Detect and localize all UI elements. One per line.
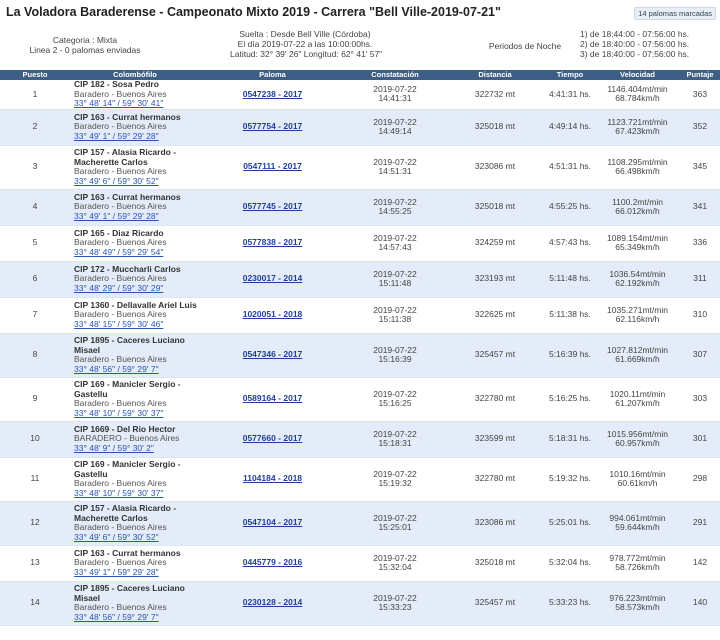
cell-puntaje: 307 [680, 333, 720, 377]
release-text: Suelta : Desde Bell Ville (Córdoba) [239, 29, 371, 39]
arrival-time: 15:18:31 [378, 438, 412, 448]
ring-link[interactable]: 0589164 - 2017 [242, 393, 303, 404]
ring-link[interactable]: 1104184 - 2018 [242, 473, 303, 484]
fancier-location: Baradero - Buenos Aires [74, 88, 167, 99]
cell-puntaje: 142 [680, 545, 720, 581]
cell-puesto: 6 [0, 261, 70, 297]
speed-mtmin: 1123.721mt/min [607, 116, 668, 127]
col-header-puntaje[interactable]: Puntaje [680, 70, 720, 80]
cell-colombofilo [70, 145, 200, 189]
cell-paloma [200, 189, 345, 225]
fancier-location: Baradero - Buenos Aires [74, 121, 167, 132]
ring-link[interactable]: 0577745 - 2017 [242, 201, 303, 212]
night-period: 1) de 18:44:00 - 07:56:00 hs. [580, 29, 690, 39]
race-info [0, 27, 720, 67]
cell-colombofilo [70, 189, 200, 225]
col-header-paloma[interactable]: Paloma [200, 70, 345, 80]
arrival-time: 14:49:14 [378, 126, 412, 136]
arrival-time: 15:32:04 [378, 562, 412, 572]
speed-mtmin: 1035.271mt/min [607, 304, 668, 315]
arrival-date: 2019-07-22 [373, 468, 417, 479]
arrival-date: 2019-07-22 [373, 428, 417, 439]
cell-puntaje: 341 [680, 189, 720, 225]
fancier-name: CIP 169 - Manicler Sergio - Gastellu [74, 379, 181, 399]
arrival-date: 2019-07-22 [373, 344, 417, 355]
cell-puntaje: 352 [680, 109, 720, 145]
cell-puesto: 1 [0, 80, 70, 109]
cell-velocidad [595, 80, 680, 109]
ring-link[interactable]: 0445779 - 2016 [242, 557, 303, 568]
ring-link[interactable]: 1020051 - 2018 [242, 309, 303, 320]
cell-tiempo: 5:18:31 hs. [545, 421, 595, 457]
cell-puesto: 5 [0, 225, 70, 261]
fancier-location: Baradero - Buenos Aires [74, 602, 167, 612]
release-date-text: El día 2019-07-22 a las 10:00:00hs. [237, 39, 373, 49]
cell-paloma [200, 545, 345, 581]
fancier-coords-link[interactable]: 33° 49' 6" / 59° 30' 52" [74, 175, 159, 186]
fancier-name: CIP 163 - Currat hermanos [74, 191, 181, 202]
speed-kmh: 60.61km/h [617, 478, 658, 488]
fancier-name: CIP 1895 - Caceres Luciano Misael [74, 583, 185, 603]
fancier-location: Baradero - Buenos Aires [74, 166, 167, 176]
cell-paloma [200, 421, 345, 457]
arrival-date: 2019-07-22 [373, 116, 417, 127]
cell-distancia: 325457 mt [445, 333, 545, 377]
speed-mtmin: 1020.11mt/min [609, 388, 666, 399]
fancier-name: CIP 165 - Diaz Ricardo [74, 227, 164, 238]
arrival-date: 2019-07-22 [373, 388, 417, 399]
cell-tiempo: 5:11:48 hs. [545, 261, 595, 297]
arrival-date: 2019-07-22 [373, 592, 417, 603]
cell-tiempo: 4:41:31 hs. [545, 80, 595, 109]
cell-velocidad [595, 581, 680, 625]
cell-tiempo: 5:16:25 hs. [545, 377, 595, 421]
arrival-date: 2019-07-22 [373, 552, 417, 563]
fancier-location: Baradero - Buenos Aires [74, 273, 167, 284]
cell-distancia: 322732 mt [445, 80, 545, 109]
cell-puntaje: 336 [680, 225, 720, 261]
release-coords-text: Latitud: 32° 39' 26" Longitud: 62° 41' 57" [230, 49, 383, 59]
cell-paloma [200, 80, 345, 109]
table-row [0, 457, 720, 501]
cell-distancia: 325018 mt [445, 109, 545, 145]
col-header-tiempo[interactable]: Tiempo [545, 70, 595, 80]
fancier-name: CIP 1360 - Dellavalle Ariel Luis [74, 299, 197, 310]
cell-paloma [200, 333, 345, 377]
cell-puesto: 7 [0, 297, 70, 333]
cell-paloma [200, 225, 345, 261]
speed-kmh: 62.116km/h [615, 314, 660, 324]
speed-kmh: 61.669km/h [615, 354, 660, 364]
arrival-date: 2019-07-22 [373, 83, 417, 94]
table-row [0, 545, 720, 581]
col-header-distancia[interactable]: Distancia [445, 70, 545, 80]
arrival-date: 2019-07-22 [373, 196, 417, 207]
fancier-location: Baradero - Buenos Aires [74, 309, 167, 320]
night-periods-list [580, 29, 720, 59]
arrival-time: 14:55:25 [378, 206, 412, 216]
cell-colombofilo [70, 80, 200, 109]
cell-constatacion [345, 421, 445, 457]
cell-tiempo: 5:16:39 hs. [545, 333, 595, 377]
cell-tiempo: 4:49:14 hs. [545, 109, 595, 145]
cell-colombofilo [70, 297, 200, 333]
cell-colombofilo [70, 581, 200, 625]
cell-constatacion [345, 80, 445, 109]
cell-puntaje: 311 [680, 261, 720, 297]
cell-constatacion [345, 297, 445, 333]
table-row [0, 377, 720, 421]
fancier-location: Baradero - Buenos Aires [74, 557, 167, 568]
cell-colombofilo [70, 225, 200, 261]
cell-velocidad [595, 421, 680, 457]
cell-constatacion [345, 225, 445, 261]
arrival-time: 14:41:31 [378, 93, 412, 104]
fancier-coords-link[interactable]: 33° 49' 6" / 59° 30' 52" [74, 531, 159, 542]
cell-velocidad [595, 333, 680, 377]
arrival-time: 14:51:31 [378, 166, 412, 176]
fancier-location: Baradero - Buenos Aires [74, 478, 167, 488]
table-row [0, 145, 720, 189]
speed-mtmin: 994.061mt/min [609, 512, 666, 523]
table-row [0, 225, 720, 261]
results-body [0, 80, 720, 625]
cell-distancia: 322780 mt [445, 457, 545, 501]
cell-puntaje: 363 [680, 80, 720, 109]
cell-constatacion [345, 581, 445, 625]
fancier-coords-link[interactable]: 33° 48' 10" / 59° 30' 37" [74, 487, 164, 498]
table-row [0, 421, 720, 457]
cell-paloma [200, 297, 345, 333]
cell-constatacion [345, 545, 445, 581]
cell-tiempo: 5:11:38 hs. [545, 297, 595, 333]
cell-tiempo: 5:25:01 hs. [545, 501, 595, 545]
speed-kmh: 58.726km/h [615, 562, 660, 572]
cell-distancia: 323086 mt [445, 501, 545, 545]
speed-mtmin: 1010.16mt/min [609, 468, 666, 479]
fancier-coords-link[interactable]: 33° 48' 14" / 59° 30' 41" [74, 98, 164, 108]
cell-colombofilo [70, 333, 200, 377]
cell-constatacion [345, 189, 445, 225]
speed-kmh: 66.012km/h [615, 206, 660, 216]
results-table [0, 70, 720, 626]
cell-tiempo: 4:55:25 hs. [545, 189, 595, 225]
table-row [0, 80, 720, 109]
cell-constatacion [345, 261, 445, 297]
cell-puntaje: 291 [680, 501, 720, 545]
category-text: Categoria : Mixta [52, 35, 118, 45]
cell-constatacion [345, 457, 445, 501]
cell-velocidad [595, 545, 680, 581]
cell-constatacion [345, 501, 445, 545]
speed-mtmin: 976.223mt/min [609, 592, 666, 603]
arrival-time: 15:25:01 [378, 522, 412, 532]
fancier-coords-link[interactable]: 33° 48' 29" / 59° 30' 29" [74, 282, 164, 293]
fancier-coords-link[interactable]: 33° 48' 49" / 59° 29' 54" [74, 246, 164, 257]
fancier-location: Baradero - Buenos Aires [74, 237, 167, 248]
col-header-puesto[interactable]: Puesto [0, 70, 70, 80]
table-row [0, 109, 720, 145]
cell-colombofilo [70, 261, 200, 297]
cell-puesto: 9 [0, 377, 70, 421]
cell-colombofilo [70, 377, 200, 421]
night-periods-label: Periodos de Noche [488, 41, 562, 51]
cell-tiempo: 5:32:04 hs. [545, 545, 595, 581]
speed-mtmin: 1100.2mt/min [612, 196, 663, 207]
speed-kmh: 60.957km/h [615, 438, 660, 448]
cell-puntaje: 345 [680, 145, 720, 189]
cell-paloma [200, 145, 345, 189]
fancier-location: BARADERO - Buenos Aires [74, 433, 180, 444]
fancier-name: CIP 157 - Alasia Ricardo - Macherette Carlos [74, 503, 177, 523]
cell-distancia: 323086 mt [445, 145, 545, 189]
fancier-coords-link[interactable]: 33° 48' 56" / 59° 29' 7" [74, 363, 159, 374]
fancier-name: CIP 163 - Currat hermanos [74, 547, 181, 558]
cell-puesto: 11 [0, 457, 70, 501]
cell-puntaje: 298 [680, 457, 720, 501]
cell-distancia: 322780 mt [445, 377, 545, 421]
speed-mtmin: 978.772mt/min [609, 552, 666, 563]
fancier-location: Baradero - Buenos Aires [74, 201, 167, 212]
fancier-coords-link[interactable]: 33° 49' 1" / 59° 29' 28" [74, 566, 159, 577]
cell-puesto: 8 [0, 333, 70, 377]
fancier-location: Baradero - Buenos Aires [74, 398, 167, 408]
cell-tiempo: 5:19:32 hs. [545, 457, 595, 501]
arrival-date: 2019-07-22 [373, 268, 417, 279]
cell-constatacion [345, 333, 445, 377]
cell-distancia: 325018 mt [445, 545, 545, 581]
fancier-name: CIP 182 - Sosa Pedro [74, 79, 159, 89]
cell-paloma [200, 377, 345, 421]
cell-constatacion [345, 109, 445, 145]
cell-distancia: 322625 mt [445, 297, 545, 333]
arrival-time: 15:11:38 [378, 314, 412, 324]
speed-mtmin: 1036.54mt/min [609, 268, 666, 279]
speed-mtmin: 1089.154mt/min [607, 232, 668, 243]
cell-puesto: 12 [0, 501, 70, 545]
col-header-colombofilo[interactable]: Colombófilo [70, 70, 200, 80]
cell-paloma [200, 261, 345, 297]
speed-kmh: 68.784km/h [615, 93, 660, 104]
cell-tiempo: 5:33:23 hs. [545, 581, 595, 625]
speed-kmh: 66.498km/h [615, 166, 660, 176]
cell-puesto: 13 [0, 545, 70, 581]
cell-constatacion [345, 377, 445, 421]
cell-distancia: 325457 mt [445, 581, 545, 625]
speed-mtmin: 1146.404mt/min [607, 83, 668, 94]
cell-puesto: 14 [0, 581, 70, 625]
cell-colombofilo [70, 457, 200, 501]
cell-puntaje: 140 [680, 581, 720, 625]
ring-link[interactable]: 0547104 - 2017 [242, 517, 303, 528]
page-title: La Voladora Baraderense - Campeonato Mixto 2019 - Carrera "Bell Ville-2019-07-21" [6, 5, 501, 19]
cell-distancia: 325018 mt [445, 189, 545, 225]
ring-link[interactable]: 0577838 - 2017 [242, 237, 303, 248]
cell-puntaje: 310 [680, 297, 720, 333]
cell-puesto: 10 [0, 421, 70, 457]
arrival-date: 2019-07-22 [373, 512, 417, 523]
col-header-velocidad[interactable]: Velocidad [595, 70, 680, 80]
fancier-location: Baradero - Buenos Aires [74, 522, 167, 532]
cell-puntaje: 303 [680, 377, 720, 421]
fancier-name: CIP 1895 - Caceres Luciano Misael [74, 335, 185, 355]
fancier-name: CIP 169 - Manicler Sergio - Gastellu [74, 459, 181, 479]
speed-mtmin: 1015.956mt/min [607, 428, 668, 439]
table-row [0, 501, 720, 545]
arrival-time: 14:57:43 [378, 242, 412, 252]
cell-colombofilo [70, 501, 200, 545]
cell-colombofilo [70, 545, 200, 581]
arrival-date: 2019-07-22 [373, 232, 417, 243]
cell-velocidad [595, 109, 680, 145]
fancier-name: CIP 163 - Currat hermanos [74, 111, 181, 122]
arrival-time: 15:16:39 [378, 354, 412, 364]
cell-colombofilo [70, 421, 200, 457]
cell-velocidad [595, 145, 680, 189]
cell-paloma [200, 581, 345, 625]
speed-kmh: 65.349km/h [615, 242, 660, 252]
speed-kmh: 58.573km/h [615, 602, 660, 612]
ring-link[interactable]: 0547111 - 2017 [243, 161, 302, 172]
title-bar [0, 0, 720, 26]
night-period: 3) de 18:40:00 - 07:56:00 hs. [580, 49, 690, 59]
ring-link[interactable]: 0547346 - 2017 [242, 349, 303, 360]
arrival-time: 15:33:23 [378, 602, 412, 612]
cell-paloma [200, 457, 345, 501]
cell-tiempo: 4:57:43 hs. [545, 225, 595, 261]
fancier-coords-link[interactable]: 33° 49' 1" / 59° 29' 28" [74, 130, 159, 141]
table-row [0, 189, 720, 225]
cell-velocidad [595, 297, 680, 333]
speed-mtmin: 1108.295mt/min [607, 156, 668, 167]
ring-link[interactable]: 0577754 - 2017 [242, 121, 303, 132]
fancier-location: Baradero - Buenos Aires [74, 354, 167, 364]
fancier-name: CIP 157 - Alasia Ricardo - Macherette Carlos [74, 147, 177, 167]
fancier-name: CIP 1669 - Del Rio Hector [74, 423, 176, 434]
arrival-time: 15:16:25 [378, 398, 412, 408]
cell-tiempo: 4:51:31 hs. [545, 145, 595, 189]
fancier-coords-link[interactable]: 33° 48' 9" / 59° 30' 2" [74, 442, 154, 453]
ring-link[interactable]: 0230017 - 2014 [242, 273, 303, 284]
line-text: Linea 2 - 0 palomas enviadas [29, 45, 141, 55]
arrival-date: 2019-07-22 [373, 156, 417, 167]
table-row [0, 581, 720, 625]
cell-paloma [200, 109, 345, 145]
cell-velocidad [595, 261, 680, 297]
night-period: 2) de 18:40:00 - 07:56:00 hs. [580, 39, 690, 49]
arrival-time: 15:19:32 [378, 478, 412, 488]
cell-velocidad [595, 189, 680, 225]
marked-count-badge[interactable]: 14 palomas marcadas [634, 7, 716, 20]
cell-constatacion [345, 145, 445, 189]
category-info [10, 35, 160, 55]
ring-link[interactable]: 0547238 - 2017 [242, 88, 303, 99]
cell-distancia: 323599 mt [445, 421, 545, 457]
fancier-coords-link[interactable]: 33° 48' 15" / 59° 30' 46" [74, 318, 164, 329]
table-row [0, 333, 720, 377]
speed-mtmin: 1027.812mt/min [607, 344, 668, 355]
fancier-coords-link[interactable]: 33° 48' 56" / 59° 29' 7" [74, 611, 159, 622]
cell-velocidad [595, 501, 680, 545]
arrival-date: 2019-07-22 [373, 304, 417, 315]
cell-puesto: 2 [0, 109, 70, 145]
speed-kmh: 61.207km/h [615, 398, 660, 408]
cell-distancia: 323193 mt [445, 261, 545, 297]
table-row [0, 261, 720, 297]
cell-puesto: 3 [0, 145, 70, 189]
cell-paloma [200, 501, 345, 545]
arrival-time: 15:11:48 [378, 278, 412, 288]
table-row [0, 297, 720, 333]
speed-kmh: 62.192km/h [615, 278, 660, 288]
fancier-coords-link[interactable]: 33° 48' 10" / 59° 30' 37" [74, 407, 164, 418]
ring-link[interactable]: 0230128 - 2014 [242, 597, 303, 608]
col-header-constatacion[interactable]: Constatación [345, 70, 445, 80]
cell-puntaje: 301 [680, 421, 720, 457]
cell-puesto: 4 [0, 189, 70, 225]
cell-distancia: 324259 mt [445, 225, 545, 261]
cell-velocidad [595, 377, 680, 421]
speed-kmh: 59.644km/h [615, 522, 660, 532]
cell-velocidad [595, 457, 680, 501]
ring-link[interactable]: 0577660 - 2017 [242, 433, 303, 444]
release-info [230, 29, 383, 59]
speed-kmh: 67.423km/h [615, 126, 660, 136]
fancier-coords-link[interactable]: 33° 49' 1" / 59° 29' 28" [74, 210, 159, 221]
cell-colombofilo [70, 109, 200, 145]
cell-velocidad [595, 225, 680, 261]
fancier-name: CIP 172 - Muccharli Carlos [74, 263, 181, 274]
